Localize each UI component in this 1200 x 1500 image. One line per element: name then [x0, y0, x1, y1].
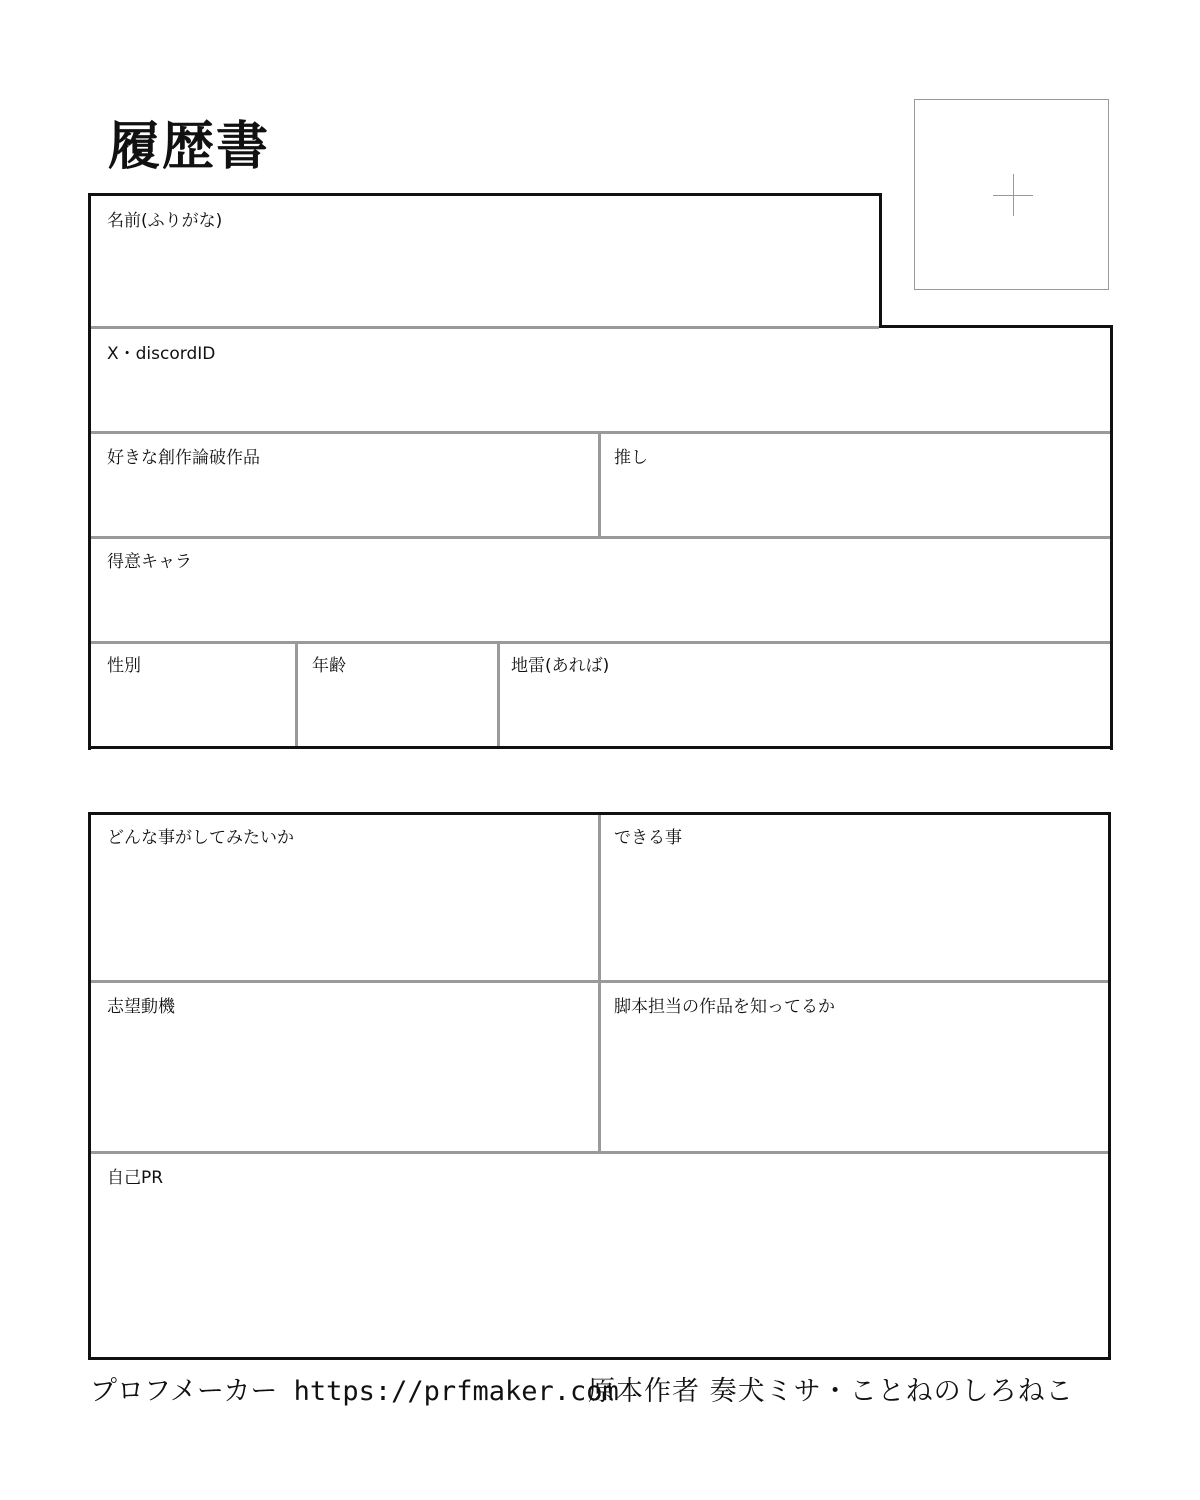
can-do-label: できる事	[614, 828, 682, 848]
can-do-field[interactable]	[601, 815, 1108, 980]
oshi-label: 推し	[614, 448, 648, 468]
oshi-field[interactable]	[601, 434, 1110, 536]
x-discord-id-field[interactable]	[91, 329, 1110, 431]
landmine-label: 地雷(あれば)	[511, 656, 610, 676]
age-field[interactable]	[298, 644, 497, 746]
favorite-work-field[interactable]	[91, 434, 598, 536]
know-works-field[interactable]	[601, 983, 1108, 1151]
x-discord-id-label: X・discordID	[107, 344, 216, 364]
photo-upload-box[interactable]	[914, 99, 1109, 290]
page-title: 履歴書	[108, 117, 271, 177]
name-label: 名前(ふりがな)	[107, 211, 223, 231]
footer-maker-credit: プロフメーカー https://prfmaker.com	[90, 1376, 619, 1407]
footer-author-credit: 原本作者 奏犬ミサ・ことねのしろねこ	[588, 1376, 1074, 1407]
name-field[interactable]	[91, 196, 879, 326]
motivation-field[interactable]	[91, 983, 598, 1151]
want-to-do-label: どんな事がしてみたいか	[107, 828, 294, 848]
know-works-label: 脚本担当の作品を知ってるか	[614, 997, 835, 1017]
favorite-work-label: 好きな創作論破作品	[107, 448, 260, 468]
gender-field[interactable]	[91, 644, 295, 746]
age-label: 年齢	[312, 656, 346, 676]
motivation-label: 志望動機	[107, 997, 175, 1017]
landmine-field[interactable]	[500, 644, 1110, 746]
want-to-do-field[interactable]	[91, 815, 598, 980]
good-character-label: 得意キャラ	[107, 552, 192, 572]
gender-label: 性別	[107, 656, 141, 676]
self-pr-field[interactable]	[91, 1154, 1108, 1357]
self-pr-label: 自己PR	[107, 1168, 164, 1188]
good-character-field[interactable]	[91, 539, 1110, 641]
